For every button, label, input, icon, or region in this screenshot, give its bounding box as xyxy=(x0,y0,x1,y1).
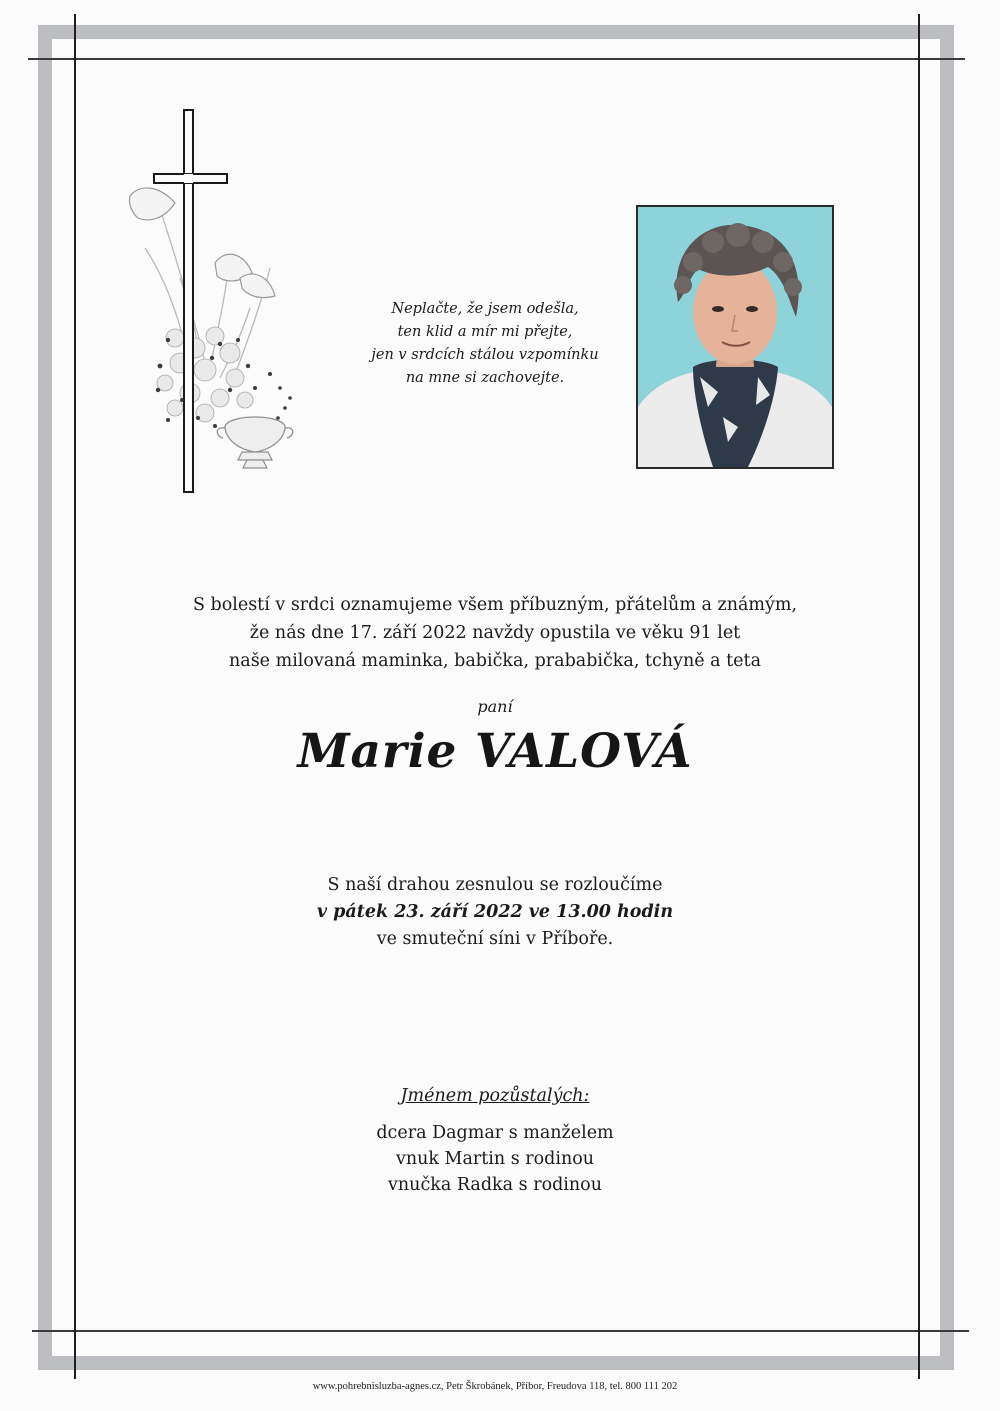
survivor-item: dcera Dagmar s manželem xyxy=(376,1123,614,1143)
portrait-photo xyxy=(636,205,834,469)
survivors-list xyxy=(100,1120,890,1198)
portrait-illustration xyxy=(638,207,832,467)
footer-contact: www.pohrebnisluzba-agnes.cz, Petr Škrobánek, Příbor, Freudova 118, tel. 800 111 202 xyxy=(312,1381,678,1392)
announcement-line: že nás dne 17. září 2022 navždy opustila ve věku 91 let xyxy=(249,623,741,643)
farewell-place: ve smuteční síni v Příboře. xyxy=(376,929,614,949)
farewell-datetime: v pátek 23. září 2022 ve 13.00 hodin xyxy=(316,902,674,922)
poem-line: jen v srdcích stálou vzpomínku xyxy=(371,347,599,363)
farewell-info xyxy=(100,872,890,953)
poem xyxy=(330,298,640,390)
poem-line: Neplačte, že jsem odešla, xyxy=(391,301,579,317)
poem-line: ten klid a mír mi přejte, xyxy=(397,324,573,340)
left-border-line xyxy=(74,14,76,1379)
announcement-line: naše milovaná maminka, babička, prababička, tchyně a teta xyxy=(229,651,761,671)
poem-line: na mne si zachovejte. xyxy=(405,370,565,386)
right-border-line xyxy=(918,14,920,1379)
cross-with-lilies-icon xyxy=(120,108,305,498)
death-announcement xyxy=(100,591,890,675)
bottom-border-line xyxy=(32,1330,969,1332)
salutation: paní xyxy=(477,697,513,716)
survivors-heading-text: Jménem pozůstalých: xyxy=(400,1086,590,1106)
top-border-line xyxy=(28,58,965,60)
survivor-item: vnučka Radka s rodinou xyxy=(388,1175,602,1195)
survivors-heading xyxy=(100,1086,890,1106)
deceased-name: Marie VALOVÁ xyxy=(297,724,693,779)
survivor-item: vnuk Martin s rodinou xyxy=(395,1149,595,1169)
farewell-intro: S naší drahou zesnulou se rozloučíme xyxy=(327,875,663,895)
announcement-line: S bolestí v srdci oznamujeme všem příbuzným, přátelům a známým, xyxy=(192,595,798,615)
